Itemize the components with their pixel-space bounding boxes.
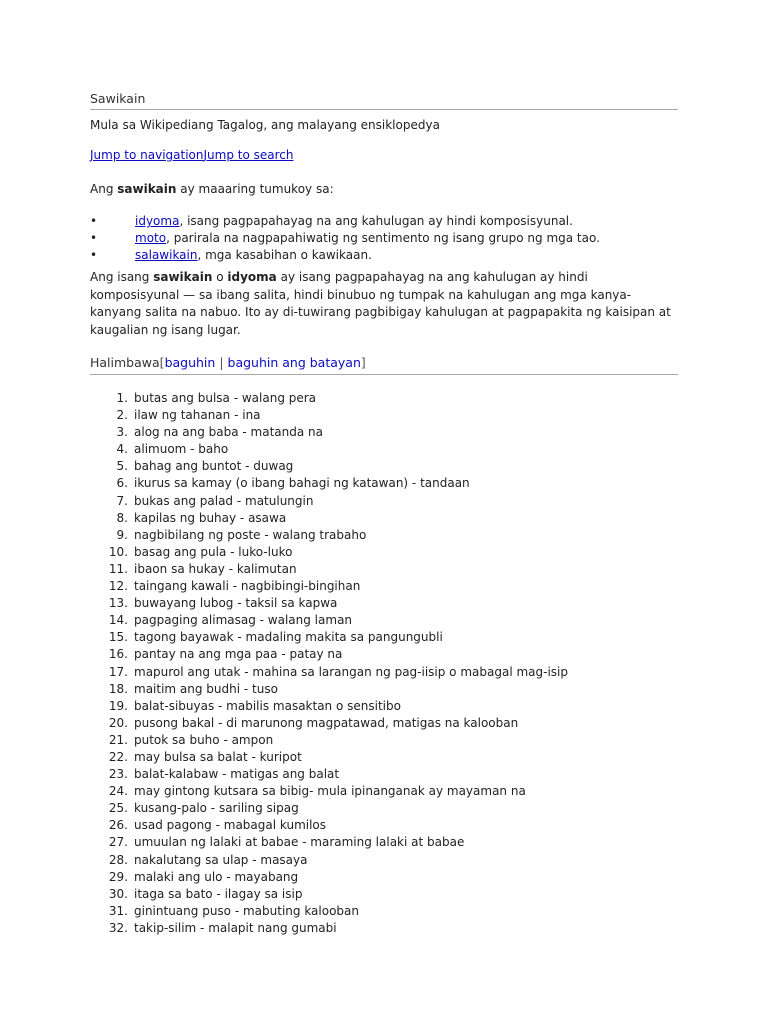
- list-item-number: 28.: [108, 852, 128, 867]
- intro-before: Ang: [90, 182, 118, 196]
- edit-bracket-close: ]: [360, 355, 366, 370]
- list-item-number: 12.: [108, 579, 128, 594]
- section-heading: [90, 354, 678, 375]
- list-item: [90, 664, 678, 681]
- list-item: [90, 646, 678, 663]
- list-item-text: itaga sa bato - ilagay sa isip: [134, 886, 303, 901]
- list-item: [90, 817, 678, 834]
- list-item-number: 2.: [116, 408, 128, 423]
- list-item: [90, 578, 678, 595]
- list-item-number: 25.: [108, 801, 128, 816]
- list-item: [90, 903, 678, 920]
- paragraph-text: o: [212, 270, 228, 284]
- list-item-text: maitim ang budhi - tuso: [134, 681, 278, 696]
- list-item: [90, 441, 678, 458]
- list-item: [90, 390, 678, 407]
- list-item: [90, 407, 678, 424]
- intro-term: sawikain: [117, 182, 177, 196]
- list-item: [90, 834, 678, 851]
- paragraph-bold-sawikain: sawikain: [153, 270, 213, 284]
- page-title: Sawikain: [90, 90, 678, 110]
- list-item-number: 10.: [108, 544, 128, 559]
- list-item-number: 9.: [116, 527, 128, 542]
- list-item-text: balat-kalabaw - matigas ang balat: [134, 767, 340, 782]
- list-item: [90, 698, 678, 715]
- list-item-number: 29.: [108, 869, 128, 884]
- list-item-text: usad pagong - mabagal kumilos: [134, 818, 327, 833]
- list-item: [90, 247, 678, 264]
- list-item: [90, 886, 678, 903]
- jump-to-search-link[interactable]: Jump to search: [203, 148, 294, 162]
- list-item-number: 7.: [116, 493, 128, 508]
- list-item-number: 19.: [108, 698, 128, 713]
- paragraph-bold-idyoma: idyoma: [227, 270, 277, 284]
- list-item: [90, 629, 678, 646]
- list-item-number: 23.: [108, 767, 128, 782]
- list-item-text: may gintong kutsara sa bibig- mula ipinanganak ay mayaman na: [134, 784, 526, 799]
- list-item-number: 20.: [108, 715, 128, 730]
- list-item-text: nagbibilang ng poste - walang trabaho: [134, 527, 367, 542]
- intro-text: [90, 181, 678, 197]
- list-item-text: ginintuang puso - mabuting kalooban: [134, 903, 359, 918]
- list-item-text: pusong bakal - di marunong magpatawad, matigas na kalooban: [134, 715, 519, 730]
- bullet-icon: •: [90, 214, 98, 228]
- list-item: [90, 230, 678, 247]
- list-item-text: bukas ang palad - matulungin: [134, 493, 314, 508]
- list-item-text: nakalutang sa ulap - masaya: [134, 852, 308, 867]
- site-tagline: Mula sa Wikipediang Tagalog, ang malayang ensiklopedya: [90, 118, 440, 132]
- list-item-number: 32.: [108, 920, 128, 935]
- bullet-icon: •: [90, 248, 98, 262]
- idyoma-link[interactable]: idyoma: [135, 214, 180, 228]
- list-item-text: , mga kasabihan o kawikaan.: [197, 248, 372, 262]
- list-item-text: balat-sibuyas - mabilis masaktan o sensitibo: [134, 698, 401, 713]
- list-item-text: takip-silim - malapit nang gumabi: [134, 920, 337, 935]
- list-item: [90, 213, 678, 230]
- jump-to-navigation-link[interactable]: Jump to navigation: [90, 148, 204, 162]
- intro-after: ay maaaring tumukoy sa:: [176, 182, 334, 196]
- list-item-text: ibaon sa hukay - kalimutan: [134, 561, 297, 576]
- list-item-number: 26.: [108, 818, 128, 833]
- jump-links: [90, 147, 678, 163]
- list-item-number: 3.: [116, 425, 128, 440]
- list-item-text: putok sa buho - ampon: [134, 732, 274, 747]
- list-item-number: 31.: [108, 903, 128, 918]
- list-item-text: , isang pagpapahayag na ang kahulugan ay hindi komposisyunal.: [179, 214, 573, 228]
- list-item-number: 14.: [108, 613, 128, 628]
- list-item-number: 4.: [116, 442, 128, 457]
- list-item: [90, 783, 678, 800]
- edit-bracket-open: [: [159, 355, 165, 370]
- list-item: [90, 475, 678, 492]
- list-item-number: 15.: [108, 630, 128, 645]
- list-item: [90, 681, 678, 698]
- list-item: [90, 544, 678, 561]
- list-item-number: 11.: [108, 561, 128, 576]
- list-item-text: bahag ang buntot - duwag: [134, 459, 294, 474]
- list-item-text: , parirala na nagpapahiwatig ng sentimento ng isang grupo ng mga tao.: [166, 231, 600, 245]
- paragraph-text: ay isang pagpapahayag na ang kahulugan ay hindi komposisyunal — sa ibang salita, hindi binubuo ng tumpak na kahulugan ang mga kanya-kanyang salita na nabuo. Ito ay di-tuwirang pagbibigay kahulugan at pagpapakita ng kaisipan at kaugalian ng isang lugar.: [90, 270, 671, 337]
- list-item-text: umuulan ng lalaki at babae - maraming lalaki at babae: [134, 835, 465, 850]
- list-item: [90, 561, 678, 578]
- list-item: [90, 766, 678, 783]
- list-item: [90, 920, 678, 937]
- edit-separator: |: [215, 355, 228, 370]
- list-item: [90, 852, 678, 869]
- list-item-number: 30.: [108, 886, 128, 901]
- list-item: [90, 527, 678, 544]
- list-item-number: 17.: [108, 664, 128, 679]
- list-item-text: alog na ang baba - matanda na: [134, 425, 323, 440]
- list-item-number: 13.: [108, 596, 128, 611]
- list-item: [90, 595, 678, 612]
- list-item-number: 6.: [116, 476, 128, 491]
- edit-source-link[interactable]: baguhin ang batayan: [227, 355, 361, 370]
- list-item-number: 27.: [108, 835, 128, 850]
- list-item-number: 8.: [116, 510, 128, 525]
- list-item: [90, 732, 678, 749]
- list-item-text: pagpaging alimasag - walang laman: [134, 613, 353, 628]
- list-item-text: butas ang bulsa - walang pera: [134, 391, 317, 405]
- list-item-number: 16.: [108, 647, 128, 662]
- list-item-text: taingang kawali - nagbibingi-bingihan: [134, 579, 361, 594]
- list-item-number: 5.: [116, 459, 128, 474]
- list-item-number: 22.: [108, 749, 128, 764]
- edit-section-link[interactable]: baguhin: [164, 355, 216, 370]
- moto-link[interactable]: moto: [135, 231, 167, 245]
- list-item: [90, 510, 678, 527]
- list-item-text: buwayang lubog - taksil sa kapwa: [134, 596, 338, 611]
- list-item-number: 1.: [116, 391, 128, 405]
- definition-paragraph: [90, 269, 678, 339]
- list-item-text: ilaw ng tahanan - ina: [134, 408, 261, 423]
- meaning-list: [90, 213, 678, 264]
- list-item-number: 24.: [108, 784, 128, 799]
- list-item-text: kapilas ng buhay - asawa: [134, 510, 287, 525]
- list-item: [90, 869, 678, 886]
- list-item: [90, 800, 678, 817]
- list-item-number: 18.: [108, 681, 128, 696]
- examples-list: [90, 390, 678, 937]
- list-item-text: ikurus sa kamay (o ibang bahagi ng katawan) - tandaan: [134, 476, 470, 491]
- list-item-text: alimuom - baho: [134, 442, 229, 457]
- list-item-number: 21.: [108, 732, 128, 747]
- list-item: [90, 612, 678, 629]
- bullet-icon: •: [90, 231, 98, 245]
- list-item: [90, 424, 678, 441]
- list-item-text: basag ang pula - luko-luko: [134, 544, 293, 559]
- list-item-text: tagong bayawak - madaling makita sa pangungubli: [134, 630, 443, 645]
- article: [90, 90, 678, 937]
- paragraph-text: Ang isang: [90, 270, 154, 284]
- list-item-text: kusang-palo - sariling sipag: [134, 801, 299, 816]
- salawikain-link[interactable]: salawikain: [135, 248, 198, 262]
- list-item: [90, 749, 678, 766]
- list-item: [90, 458, 678, 475]
- list-item: [90, 715, 678, 732]
- section-title: Halimbawa: [90, 355, 160, 370]
- list-item-text: may bulsa sa balat - kuripot: [134, 749, 302, 764]
- list-item: [90, 493, 678, 510]
- list-item-text: malaki ang ulo - mayabang: [134, 869, 299, 884]
- list-item-text: pantay na ang mga paa - patay na: [134, 647, 343, 662]
- list-item-text: mapurol ang utak - mahina sa larangan ng pag-iisip o mabagal mag-isip: [134, 664, 568, 679]
